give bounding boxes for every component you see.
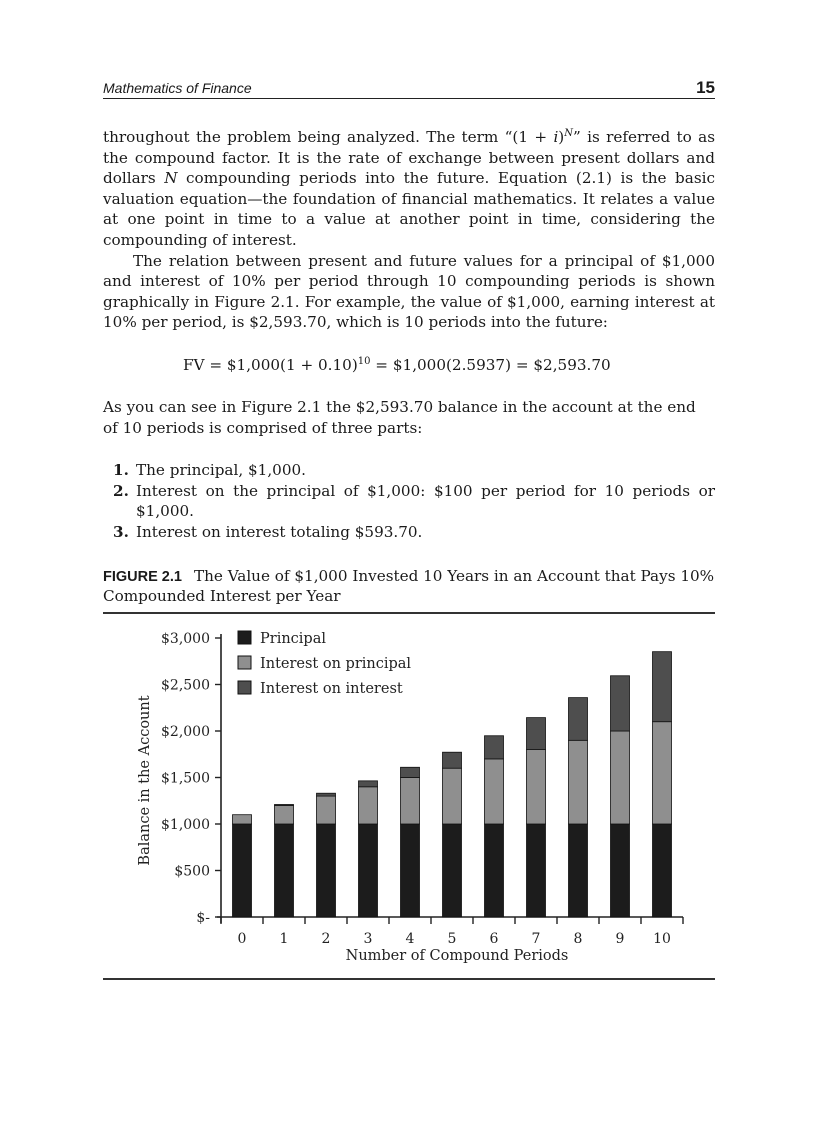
legend-label: Principal — [260, 631, 326, 647]
legend-label: Interest on interest — [260, 681, 403, 697]
paragraph-2: The relation between present and future values for a principal of $1,000 and interest of 10% per period through 10 compounding periods is shown graphically in Figure 2.1. For example, the value of $1,000, earning interest at 10% per period, is $2,593.70, which is 10 periods into the future: — [103, 251, 715, 332]
equation-exponent: 10 — [357, 356, 371, 367]
bar-segment-interest-on-principal — [359, 787, 378, 824]
list-item-text: Interest on the principal of $1,000: $100 per period for 10 periods or $1,000. — [136, 481, 715, 521]
equation-right: = $1,000(2.5937) = $2,593.70 — [370, 356, 611, 375]
equation-left: FV = $1,000(1 + 0.10) — [183, 356, 358, 375]
x-tick-label: 8 — [573, 931, 583, 947]
list-item-number: 3. — [113, 522, 129, 541]
bar-segment-principal — [485, 824, 504, 917]
x-tick-label: 5 — [447, 931, 457, 947]
legend-swatch — [238, 681, 251, 694]
bar-segment-principal — [359, 824, 378, 917]
y-tick-label: $2,500 — [161, 677, 210, 694]
bar-segment-interest-on-interest — [527, 718, 546, 750]
bar-segment-interest-on-interest — [611, 676, 630, 731]
y-tick-label: $3,000 — [161, 631, 210, 647]
bar-segment-interest-on-interest — [275, 804, 294, 805]
x-axis-title: Number of Compound Periods — [345, 948, 569, 964]
bar-segment-principal — [611, 824, 630, 917]
bar-segment-interest-on-interest — [569, 698, 588, 741]
bar-segment-interest-on-principal — [611, 731, 630, 824]
paragraph-3: As you can see in Figure 2.1 the $2,593.70 balance in the account at the end of 10 periods is comprised of three parts: — [103, 398, 696, 437]
x-tick-label: 4 — [405, 931, 415, 947]
bar-segment-interest-on-principal — [317, 796, 336, 824]
bar-segment-principal — [653, 824, 672, 917]
bar-segment-interest-on-principal — [233, 815, 252, 824]
bar-segment-interest-on-interest — [653, 652, 672, 722]
bar-segment-interest-on-principal — [485, 759, 504, 824]
bar-segment-interest-on-interest — [443, 752, 462, 768]
bar-segment-interest-on-interest — [359, 781, 378, 787]
bar-segment-interest-on-principal — [275, 805, 294, 824]
y-tick-label: $2,000 — [161, 724, 210, 740]
bar-segment-principal — [233, 824, 252, 917]
y-tick-label: $- — [196, 910, 210, 926]
figure-label: FIGURE 2.1 — [103, 569, 182, 585]
bar-segment-interest-on-interest — [485, 736, 504, 759]
x-tick-label: 6 — [489, 931, 499, 947]
bar-segment-principal — [275, 824, 294, 917]
x-tick-label: 2 — [321, 931, 331, 947]
x-tick-label: 9 — [615, 931, 625, 947]
paragraph-1: throughout the problem being analyzed. The term “$(1 + i)^N$” is referred to as the compound factor. It is the rate of exchange between present dollars and dollars N compounding periods into the future. Equation (2.1) is the basic valuation equation—the foundation of financial mathematics. It relates a value at one point in time to a value at another point in time, considering the compounding of interest. — [103, 128, 715, 250]
bar-segment-principal — [443, 824, 462, 917]
bar-segment-principal — [317, 824, 336, 917]
y-tick-label: $1,000 — [161, 817, 210, 833]
bar-segment-principal — [569, 824, 588, 917]
running-head-title: Mathematics of Finance — [103, 80, 252, 96]
bar-segment-interest-on-principal — [527, 750, 546, 824]
y-tick-label: $500 — [174, 863, 210, 880]
y-tick-label: $1,500 — [161, 770, 210, 787]
x-tick-label: 10 — [653, 931, 671, 947]
list-item-number: 2. — [113, 481, 129, 500]
bar-segment-interest-on-principal — [443, 768, 462, 824]
x-tick-label: 3 — [363, 931, 373, 947]
bar-segment-principal — [401, 824, 420, 917]
bar-segment-interest-on-principal — [653, 722, 672, 824]
bar-segment-interest-on-principal — [569, 740, 588, 824]
bar-segment-interest-on-principal — [401, 778, 420, 825]
legend-label: Interest on principal — [260, 656, 412, 672]
list-item-text: Interest on interest totaling $593.70. — [136, 522, 423, 541]
x-tick-label: 7 — [531, 931, 541, 947]
list-item-number: 1. — [113, 461, 129, 479]
list-item-text: The principal, $1,000. — [136, 461, 306, 479]
legend-swatch — [238, 631, 251, 644]
legend-swatch — [238, 656, 251, 669]
bar-segment-interest-on-interest — [317, 793, 336, 796]
y-axis-title: Balance in the Account — [137, 695, 153, 866]
x-tick-label: 0 — [237, 931, 247, 947]
page-number: 15 — [696, 78, 715, 97]
x-tick-label: 1 — [279, 931, 289, 947]
bar-segment-principal — [527, 824, 546, 917]
bar-segment-interest-on-interest — [401, 767, 420, 777]
figure-caption-text: The Value of $1,000 Invested 10 Years in an Account that Pays 10% Compounded Interest per Year — [103, 567, 715, 605]
